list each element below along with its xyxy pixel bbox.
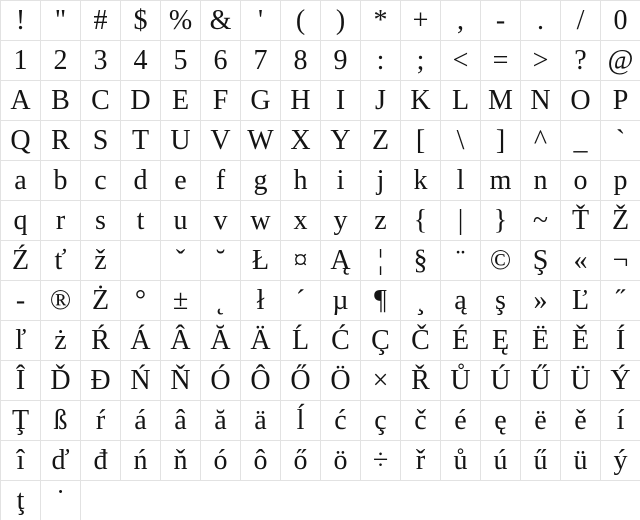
glyph-cell[interactable]: Ž: [601, 201, 640, 241]
glyph-cell[interactable]: z: [361, 201, 401, 241]
glyph-cell-blank[interactable]: [121, 241, 161, 281]
glyph-cell[interactable]: @: [601, 41, 640, 81]
glyph-cell[interactable]: -: [1, 281, 41, 321]
glyph-cell[interactable]: l: [441, 161, 481, 201]
glyph-cell[interactable]: x: [281, 201, 321, 241]
glyph-cell[interactable]: J: [361, 81, 401, 121]
glyph-cell[interactable]: ŕ: [81, 401, 121, 441]
glyph-cell[interactable]: ž: [81, 241, 121, 281]
glyph-cell[interactable]: B: [41, 81, 81, 121]
glyph-cell[interactable]: &: [201, 1, 241, 41]
glyph-cell[interactable]: Ú: [481, 361, 521, 401]
glyph-cell[interactable]: N: [521, 81, 561, 121]
glyph-cell[interactable]: ˙: [41, 481, 81, 520]
glyph-cell[interactable]: ô: [241, 441, 281, 481]
glyph-cell[interactable]: ü: [561, 441, 601, 481]
glyph-cell[interactable]: r: [41, 201, 81, 241]
glyph-cell[interactable]: ,: [441, 1, 481, 41]
glyph-cell[interactable]: R: [41, 121, 81, 161]
glyph-cell[interactable]: Ţ: [1, 401, 41, 441]
glyph-cell[interactable]: 3: [81, 41, 121, 81]
glyph-cell[interactable]: ď: [41, 441, 81, 481]
glyph-cell[interactable]: O: [561, 81, 601, 121]
glyph-cell[interactable]: ¸: [401, 281, 441, 321]
glyph-cell[interactable]: Ş: [521, 241, 561, 281]
glyph-cell[interactable]: Ü: [561, 361, 601, 401]
glyph-cell[interactable]: č: [401, 401, 441, 441]
glyph-cell[interactable]: s: [81, 201, 121, 241]
glyph-cell[interactable]: ^: [521, 121, 561, 161]
glyph-cell[interactable]: [: [401, 121, 441, 161]
glyph-cell[interactable]: U: [161, 121, 201, 161]
glyph-cell[interactable]: S: [81, 121, 121, 161]
glyph-cell[interactable]: Ź: [1, 241, 41, 281]
glyph-cell[interactable]: Ő: [281, 361, 321, 401]
glyph-cell[interactable]: f: [201, 161, 241, 201]
glyph-cell[interactable]: ˇ: [161, 241, 201, 281]
glyph-cell[interactable]: 0: [601, 1, 640, 41]
glyph-cell[interactable]: 1: [1, 41, 41, 81]
glyph-cell[interactable]: Ć: [321, 321, 361, 361]
glyph-cell[interactable]: `: [601, 121, 640, 161]
glyph-cell[interactable]: ó: [201, 441, 241, 481]
glyph-cell[interactable]: n: [521, 161, 561, 201]
glyph-cell[interactable]: v: [201, 201, 241, 241]
glyph-cell[interactable]: Î: [1, 361, 41, 401]
glyph-cell[interactable]: .: [521, 1, 561, 41]
glyph-cell[interactable]: #: [81, 1, 121, 41]
glyph-cell[interactable]: °: [121, 281, 161, 321]
glyph-cell[interactable]: Đ: [81, 361, 121, 401]
glyph-cell[interactable]: É: [441, 321, 481, 361]
glyph-cell[interactable]: g: [241, 161, 281, 201]
glyph-cell[interactable]: k: [401, 161, 441, 201]
glyph-cell[interactable]: ¬: [601, 241, 640, 281]
glyph-cell[interactable]: D: [121, 81, 161, 121]
glyph-cell[interactable]: Ą: [321, 241, 361, 281]
glyph-cell[interactable]: ń: [121, 441, 161, 481]
glyph-cell[interactable]: j: [361, 161, 401, 201]
glyph-cell[interactable]: ±: [161, 281, 201, 321]
glyph-cell[interactable]: ě: [561, 401, 601, 441]
glyph-cell[interactable]: «: [561, 241, 601, 281]
glyph-cell[interactable]: ': [241, 1, 281, 41]
glyph-cell[interactable]: Ý: [601, 361, 640, 401]
glyph-cell[interactable]: W: [241, 121, 281, 161]
empty-area: [81, 481, 640, 520]
glyph-cell[interactable]: ř: [401, 441, 441, 481]
glyph-cell[interactable]: Ä: [241, 321, 281, 361]
glyph-cell[interactable]: Ĺ: [281, 321, 321, 361]
glyph-cell[interactable]: y: [321, 201, 361, 241]
glyph-cell[interactable]: ä: [241, 401, 281, 441]
glyph-cell[interactable]: {: [401, 201, 441, 241]
glyph-cell[interactable]: <: [441, 41, 481, 81]
glyph-cell[interactable]: 5: [161, 41, 201, 81]
glyph-cell[interactable]: Á: [121, 321, 161, 361]
glyph-cell[interactable]: Â: [161, 321, 201, 361]
glyph-cell[interactable]: c: [81, 161, 121, 201]
glyph-cell[interactable]: X: [281, 121, 321, 161]
glyph-cell[interactable]: +: [401, 1, 441, 41]
glyph-cell[interactable]: !: [1, 1, 41, 41]
glyph-cell[interactable]: ): [321, 1, 361, 41]
glyph-cell[interactable]: ň: [161, 441, 201, 481]
glyph-cell[interactable]: Y: [321, 121, 361, 161]
glyph-cell[interactable]: A: [1, 81, 41, 121]
glyph-cell[interactable]: ç: [361, 401, 401, 441]
glyph-cell[interactable]: Ľ: [561, 281, 601, 321]
glyph-cell[interactable]: \: [441, 121, 481, 161]
glyph-cell[interactable]: Ű: [521, 361, 561, 401]
glyph-cell[interactable]: a: [1, 161, 41, 201]
glyph-cell[interactable]: Ż: [81, 281, 121, 321]
glyph-cell[interactable]: ş: [481, 281, 521, 321]
glyph-cell[interactable]: ť: [41, 241, 81, 281]
glyph-cell[interactable]: ˛: [201, 281, 241, 321]
glyph-cell[interactable]: b: [41, 161, 81, 201]
glyph-cell[interactable]: /: [561, 1, 601, 41]
glyph-cell[interactable]: Z: [361, 121, 401, 161]
glyph-cell[interactable]: ż: [41, 321, 81, 361]
glyph-cell[interactable]: Ů: [441, 361, 481, 401]
glyph-cell[interactable]: ®: [41, 281, 81, 321]
glyph-cell[interactable]: P: [601, 81, 640, 121]
glyph-cell[interactable]: h: [281, 161, 321, 201]
glyph-cell[interactable]: Ě: [561, 321, 601, 361]
glyph-cell[interactable]: Ť: [561, 201, 601, 241]
glyph-cell[interactable]: K: [401, 81, 441, 121]
glyph-cell[interactable]: ë: [521, 401, 561, 441]
glyph-cell[interactable]: µ: [321, 281, 361, 321]
glyph-cell[interactable]: Ç: [361, 321, 401, 361]
glyph-cell[interactable]: e: [161, 161, 201, 201]
glyph-cell[interactable]: é: [441, 401, 481, 441]
glyph-cell[interactable]: 9: [321, 41, 361, 81]
glyph-cell[interactable]: Ł: [241, 241, 281, 281]
glyph-cell[interactable]: Q: [1, 121, 41, 161]
glyph-cell[interactable]: :: [361, 41, 401, 81]
glyph-cell[interactable]: p: [601, 161, 640, 201]
glyph-cell[interactable]: â: [161, 401, 201, 441]
glyph-cell[interactable]: Ę: [481, 321, 521, 361]
glyph-cell[interactable]: m: [481, 161, 521, 201]
glyph-cell[interactable]: w: [241, 201, 281, 241]
glyph-cell[interactable]: ú: [481, 441, 521, 481]
glyph-cell[interactable]: ;: [401, 41, 441, 81]
glyph-cell[interactable]: Ó: [201, 361, 241, 401]
glyph-cell[interactable]: ű: [521, 441, 561, 481]
glyph-cell[interactable]: ţ: [1, 481, 41, 520]
glyph-cell[interactable]: ů: [441, 441, 481, 481]
glyph-cell[interactable]: }: [481, 201, 521, 241]
glyph-cell[interactable]: G: [241, 81, 281, 121]
glyph-cell[interactable]: ę: [481, 401, 521, 441]
glyph-cell[interactable]: T: [121, 121, 161, 161]
glyph-cell[interactable]: ¤: [281, 241, 321, 281]
glyph-cell[interactable]: >: [521, 41, 561, 81]
glyph-cell[interactable]: ą: [441, 281, 481, 321]
glyph-cell[interactable]: |: [441, 201, 481, 241]
glyph-cell[interactable]: ł: [241, 281, 281, 321]
glyph-cell[interactable]: =: [481, 41, 521, 81]
glyph-cell[interactable]: Ô: [241, 361, 281, 401]
glyph-cell[interactable]: ~: [521, 201, 561, 241]
glyph-cell[interactable]: H: [281, 81, 321, 121]
glyph-cell[interactable]: (: [281, 1, 321, 41]
glyph-cell[interactable]: í: [601, 401, 640, 441]
glyph-cell[interactable]: d: [121, 161, 161, 201]
glyph-cell[interactable]: Ř: [401, 361, 441, 401]
glyph-cell[interactable]: ă: [201, 401, 241, 441]
glyph-cell[interactable]: Ă: [201, 321, 241, 361]
glyph-cell[interactable]: %: [161, 1, 201, 41]
glyph-cell[interactable]: Ň: [161, 361, 201, 401]
glyph-cell[interactable]: E: [161, 81, 201, 121]
glyph-cell[interactable]: 4: [121, 41, 161, 81]
glyph-cell[interactable]: ×: [361, 361, 401, 401]
glyph-cell[interactable]: 7: [241, 41, 281, 81]
glyph-cell[interactable]: o: [561, 161, 601, 201]
glyph-cell[interactable]: i: [321, 161, 361, 201]
glyph-cell[interactable]: ß: [41, 401, 81, 441]
glyph-cell[interactable]: Ń: [121, 361, 161, 401]
glyph-cell[interactable]: C: [81, 81, 121, 121]
glyph-cell[interactable]: 8: [281, 41, 321, 81]
glyph-cell[interactable]: ˘: [201, 241, 241, 281]
glyph-cell[interactable]: §: [401, 241, 441, 281]
glyph-cell[interactable]: î: [1, 441, 41, 481]
glyph-cell[interactable]: Ö: [321, 361, 361, 401]
glyph-cell[interactable]: ¨: [441, 241, 481, 281]
glyph-cell[interactable]: u: [161, 201, 201, 241]
glyph-cell[interactable]: ´: [281, 281, 321, 321]
glyph-cell[interactable]: ő: [281, 441, 321, 481]
glyph-cell[interactable]: Ë: [521, 321, 561, 361]
glyph-cell[interactable]: V: [201, 121, 241, 161]
glyph-cell[interactable]: Í: [601, 321, 640, 361]
glyph-cell[interactable]: ?: [561, 41, 601, 81]
glyph-cell[interactable]: M: [481, 81, 521, 121]
glyph-cell[interactable]: ĺ: [281, 401, 321, 441]
glyph-cell[interactable]: _: [561, 121, 601, 161]
glyph-cell[interactable]: ¦: [361, 241, 401, 281]
glyph-cell[interactable]: $: [121, 1, 161, 41]
glyph-cell[interactable]: ö: [321, 441, 361, 481]
glyph-cell[interactable]: ć: [321, 401, 361, 441]
glyph-cell[interactable]: ľ: [1, 321, 41, 361]
glyph-cell[interactable]: »: [521, 281, 561, 321]
glyph-cell[interactable]: ]: [481, 121, 521, 161]
glyph-cell[interactable]: L: [441, 81, 481, 121]
glyph-cell[interactable]: ": [41, 1, 81, 41]
glyph-cell[interactable]: *: [361, 1, 401, 41]
glyph-cell[interactable]: -: [481, 1, 521, 41]
glyph-cell[interactable]: t: [121, 201, 161, 241]
glyph-cell[interactable]: ¶: [361, 281, 401, 321]
glyph-cell[interactable]: Č: [401, 321, 441, 361]
glyph-cell[interactable]: F: [201, 81, 241, 121]
glyph-cell[interactable]: ˝: [601, 281, 640, 321]
glyph-cell[interactable]: ÷: [361, 441, 401, 481]
glyph-cell[interactable]: Ŕ: [81, 321, 121, 361]
glyph-cell[interactable]: I: [321, 81, 361, 121]
glyph-cell[interactable]: ©: [481, 241, 521, 281]
glyph-cell[interactable]: á: [121, 401, 161, 441]
glyph-cell[interactable]: 2: [41, 41, 81, 81]
glyph-cell[interactable]: q: [1, 201, 41, 241]
glyph-cell[interactable]: đ: [81, 441, 121, 481]
glyph-cell[interactable]: 6: [201, 41, 241, 81]
glyph-cell[interactable]: ý: [601, 441, 640, 481]
glyph-cell[interactable]: Ď: [41, 361, 81, 401]
